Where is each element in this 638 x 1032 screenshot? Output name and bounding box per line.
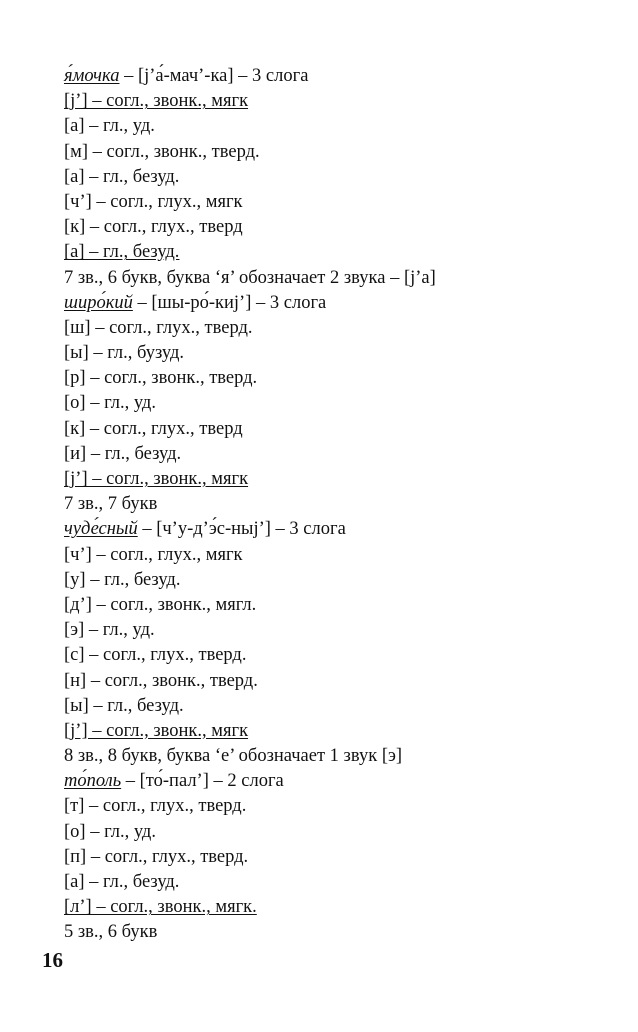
transcription: – [шы-ро́-киj’] – 3 слога <box>132 292 327 313</box>
summary-line: 8 зв., 8 букв, буква ‘е’ обозначает 1 звук [э] <box>64 746 403 767</box>
sound-line: [о] – гл., уд. <box>64 821 156 842</box>
sound-line: [ч’] – согл., глух., мягк <box>64 191 243 212</box>
sound-line: [а] – гл., безуд. <box>64 872 180 892</box>
transcription: – [ч’у-д’э́с-ныj’] – 3 слога <box>137 519 346 540</box>
transcription: – [то́-пал’] – 2 слога <box>121 771 284 792</box>
analyzed-word: я́мочка <box>64 66 120 86</box>
transcription: – [j’а́-мач’-ка] – 3 слога <box>119 66 309 86</box>
phonetic-analysis-text <box>64 64 604 946</box>
sound-line: [н] – согл., звонк., тверд. <box>64 670 258 691</box>
sound-line: [j’] – согл., звонк., мягк <box>64 469 249 489</box>
summary-line: 5 зв., 6 букв <box>64 922 158 943</box>
word-heading <box>64 291 604 316</box>
word-heading <box>64 64 604 89</box>
sound-line: [э] – гл., уд. <box>64 620 155 641</box>
summary-line: 7 зв., 6 букв, буква ‘я’ обозначает 2 звука – [j’а] <box>64 267 436 288</box>
analyzed-word: чуде́сный <box>64 519 138 540</box>
sound-line: [с] – согл., глух., тверд. <box>64 645 247 666</box>
sound-line: [т] – согл., глух., тверд. <box>64 796 247 817</box>
sound-line: [j’] – согл., звонк., мягк <box>64 91 249 112</box>
word-heading <box>64 769 604 794</box>
sound-line: [м] – согл., звонк., тверд. <box>64 141 260 162</box>
sound-line: [ы] – гл., бузуд. <box>64 343 185 364</box>
sound-line: [ш] – согл., глух., тверд. <box>64 317 253 338</box>
sound-line: [ы] – гл., безуд. <box>64 695 184 716</box>
sound-line: [п] – согл., глух., тверд. <box>64 846 249 867</box>
sound-line: [а] – гл., уд. <box>64 116 155 137</box>
analyzed-word: широ́кий <box>64 292 133 313</box>
analyzed-word: то́поль <box>64 771 122 792</box>
sound-line: [к] – согл., глух., тверд <box>64 418 243 439</box>
sound-line: [к] – согл., глух., тверд <box>64 217 243 238</box>
sound-line: [а] – гл., безуд. <box>64 166 180 187</box>
sound-line: [л’] – согл., звонк., мягк. <box>64 897 257 918</box>
sound-line: [д’] – согл., звонк., мягл. <box>64 594 257 615</box>
sound-line: [а] – гл., безуд. <box>64 242 180 263</box>
summary-line: 7 зв., 7 букв <box>64 494 158 515</box>
word-heading <box>64 517 604 542</box>
sound-line: [р] – согл., звонк., тверд. <box>64 368 258 389</box>
sound-line: [у] – гл., безуд. <box>64 569 181 590</box>
page-number: 16 <box>42 948 63 972</box>
sound-line: [и] – гл., безуд. <box>64 443 182 464</box>
sound-line: [ч’] – согл., глух., мягк <box>64 544 243 565</box>
sound-line: [о] – гл., уд. <box>64 393 156 414</box>
sound-line: [j’] – согл., звонк., мягк <box>64 720 249 741</box>
